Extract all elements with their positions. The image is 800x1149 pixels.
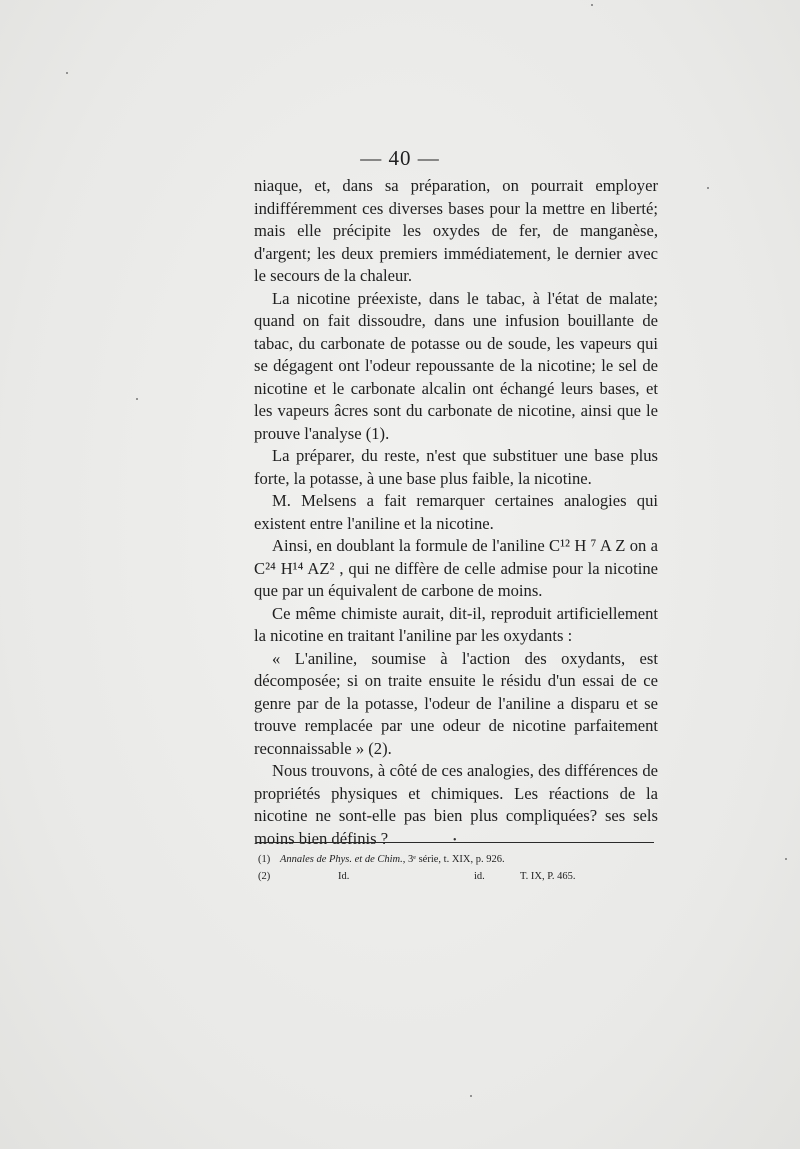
page-number: — 40 — — [360, 146, 440, 170]
footnote-1-source-title: Annales de Phys. et de Chim. — [280, 854, 403, 865]
footnote-1-reference: , 3ᵉ série, t. XIX, p. 926. — [402, 854, 505, 865]
footnotes — [258, 851, 678, 885]
paper-speck — [785, 858, 787, 860]
footnote-1 — [258, 851, 678, 868]
footnote-rule — [256, 842, 654, 843]
footnote-1-source — [280, 851, 505, 868]
footnote-2-number: (2) — [258, 871, 271, 882]
footnote-2-reference: T. IX, P. 465. — [520, 871, 576, 882]
footnote-2-ibid: Id. — [338, 871, 350, 882]
footnote-2-idem: id. — [474, 871, 485, 882]
paper-speck — [66, 72, 68, 74]
paragraph-2: La nicotine préexiste, dans le tabac, à l'état de malate; quand on fait dissoudre, dans une infusion bouillante de tabac, du carbonate de potasse ou de soude, les vapeurs qui se dégagent ont l'odeur repoussante de la nicotine; le sel de nicotine et le carbonate alcalin ont échangé leurs bases, et les vapeurs âcres sont du carbonate de nicotine, ainsi que le prouve l'analyse (1). — [254, 288, 658, 443]
paper-speck — [591, 4, 593, 6]
footnote-1-number: (1) — [258, 854, 271, 865]
paper-speck — [136, 398, 138, 400]
paragraph-3: La préparer, du reste, n'est que substituer une base plus forte, la potasse, à une base plus faible, la nicotine. — [254, 446, 658, 488]
paragraph-6: Ce même chimiste aurait, dit-il, reproduit artificiellement la nicotine en traitant l'aniline par les oxydants : — [254, 603, 658, 645]
paragraph-5: Ainsi, en doublant la formule de l'aniline C¹² H ⁷ A Z on a C²⁴ H¹⁴ AZ² , qui ne diffère de celle admise pour la nicotine que par un équivalent de carbone de moins. — [254, 536, 658, 600]
paragraph-4: M. Melsens a fait remarquer certaines analogies qui existent entre l'aniline et la nicotine. — [254, 491, 658, 533]
paragraph-1: niaque, et, dans sa préparation, on pourrait employer indifféremment ces diverses bases pour la mettre en liberté; mais elle précipite les oxydes de fer, de manganèse, d'argent; les deux premiers immédiatement, le dernier avec le secours de la chaleur. — [254, 176, 658, 285]
paragraph-8: Nous trouvons, à côté de ces analogies, des différences de propriétés physiques et chimiques. Les réactions de la nicotine ne sont-elle pas bien plus compliquées? ses sels moins bien définis ? — [254, 761, 658, 848]
paragraph-7: « L'aniline, soumise à l'action des oxydants, est décomposée; si on traite ensuite le résidu d'un essai de ce genre par de la potasse, l'odeur de l'aniline a disparu et se trouve remplacée par une odeur de nicotine parfaitement reconnaissable » (2). — [254, 648, 658, 758]
paper-speck — [470, 1095, 472, 1097]
body-text — [254, 175, 658, 850]
paper-speck — [707, 187, 709, 189]
footnote-separator-mark: • — [453, 835, 457, 846]
footnote-2 — [258, 868, 678, 885]
